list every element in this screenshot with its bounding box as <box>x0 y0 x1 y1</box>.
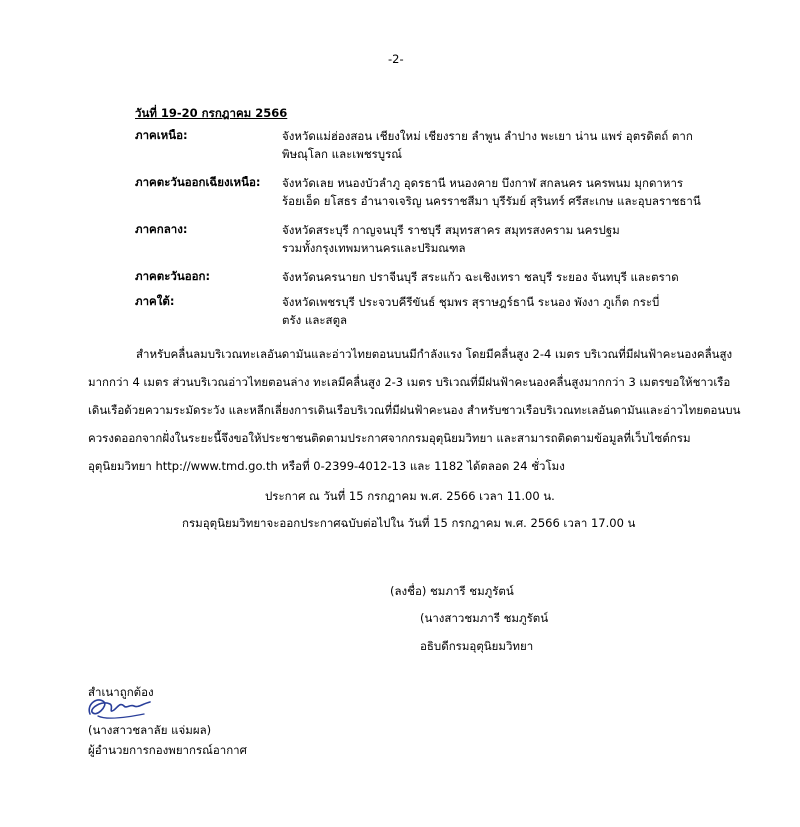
region-line: จังหวัดสระบุรี กาญจนบุรี ราชบุรี สมุทรสาคร สมุทรสงคราม นครปฐม <box>282 223 620 237</box>
certifier-title: ผู้อำนวยการกองพยากรณ์อากาศ <box>88 743 247 757</box>
region-line: จังหวัดเพชรบุรี ประจวบคีรีขันธ์ ชุมพร สุราษฎร์ธานี ระนอง พังงา ภูเก็ต กระบี่ <box>282 295 660 309</box>
region-provinces <box>282 221 620 257</box>
region-line: ตรัง และสตูล <box>282 313 348 327</box>
next-announcement-line: กรมอุตุนิยมวิทยาจะออกประกาศฉบับต่อไปใน วันที่ 15 กรกฎาคม พ.ศ. 2566 เวลา 17.00 น <box>182 516 636 530</box>
region-line: จังหวัดเลย หนองบัวลำภู อุดรธานี หนองคาย บึงกาฬ สกลนคร นครพนม มุกดาหาร <box>282 176 684 190</box>
region-label: ภาคตะวันออก: <box>135 269 211 283</box>
region-label: ภาคกลาง: <box>135 222 188 236</box>
announcement-line: ประกาศ ณ วันที่ 15 กรกฎาคม พ.ศ. 2566 เวลา 11.00 น. <box>265 489 555 503</box>
paragraph-line: อุตุนิยมวิทยา http://www.tmd.go.th หรือที่ 0-2399-4012-13 และ 1182 ได้ตลอด 24 ชั่วโมง <box>88 459 565 473</box>
page-number: -2- <box>388 52 404 66</box>
region-provinces <box>282 127 693 163</box>
certifier-name: (นางสาวชลาลัย แจ่มผล) <box>88 723 212 737</box>
paragraph-line: ควรงดออกจากฝั่งในระยะนี้จึงขอให้ประชาชนติดตามประกาศจากกรมอุตุนิยมวิทยา และสามารถติดตามข้อมูลที่เว็บไซต์กรม <box>88 431 691 445</box>
region-label: ภาคใต้: <box>135 294 175 308</box>
signer-name: (นางสาวชมภารี ชมภูรัตน์ <box>420 611 549 625</box>
region-line: รวมทั้งกรุงเทพมหานครและปริมณฑล <box>282 241 466 255</box>
region-line: จังหวัดแม่ฮ่องสอน เชียงใหม่ เชียงราย ลำพูน ลำปาง พะเยา น่าน แพร่ อุตรดิตถ์ ตาก <box>282 129 693 143</box>
region-label: ภาคเหนือ: <box>135 128 188 142</box>
paragraph-line: สำหรับคลื่นลมบริเวณทะเลอันดามันและอ่าวไทยตอนบนมีกำลังแรง โดยมีคลื่นสูง 2-4 เมตร บริเวณที่มีฝนฟ้าคะนองคลื่นสูง <box>136 347 733 361</box>
certified-label: สำเนาถูกต้อง <box>88 685 154 699</box>
paragraph-line: เดินเรือด้วยความระมัดระวัง และหลีกเลี่ยงการเดินเรือบริเวณที่มีฝนฟ้าคะนอง สำหรับชาวเรือบริเวณทะเลอันดามันและอ่าวไทยตอนบน <box>88 403 741 417</box>
region-provinces <box>282 268 679 286</box>
region-line: พิษณุโลก และเพชรบูรณ์ <box>282 147 402 161</box>
paragraph-line: มากกว่า 4 เมตร ส่วนบริเวณอ่าวไทยตอนล่าง ทะเลมีคลื่นสูง 2-3 เมตร บริเวณที่มีฝนฟ้าคะนองคลื่นสูงมากกว่า 3 เมตรขอให้ชาวเรือ <box>88 375 731 389</box>
region-label: ภาคตะวันออกเฉียงเหนือ: <box>135 175 261 189</box>
region-provinces <box>282 174 701 210</box>
warning-paragraph <box>88 340 741 480</box>
date-heading: วันที่ 19-20 กรกฎาคม 2566 <box>135 106 288 120</box>
region-line: ร้อยเอ็ด ยโสธร อำนาจเจริญ นครราชสีมา บุรีรัมย์ สุรินทร์ ศรีสะเกษ และอุบลราชธานี <box>282 194 701 208</box>
handwritten-signature-icon <box>84 690 156 724</box>
region-line: จังหวัดนครนายก ปราจีนบุรี สระแก้ว ฉะเชิงเทรา ชลบุรี ระยอง จันทบุรี และตราด <box>282 270 679 284</box>
region-provinces <box>282 293 659 329</box>
signed-line: (ลงชื่อ) ชมภารี ชมภูรัตน์ <box>390 584 514 598</box>
signer-title: อธิบดีกรมอุตุนิยมวิทยา <box>420 639 534 653</box>
